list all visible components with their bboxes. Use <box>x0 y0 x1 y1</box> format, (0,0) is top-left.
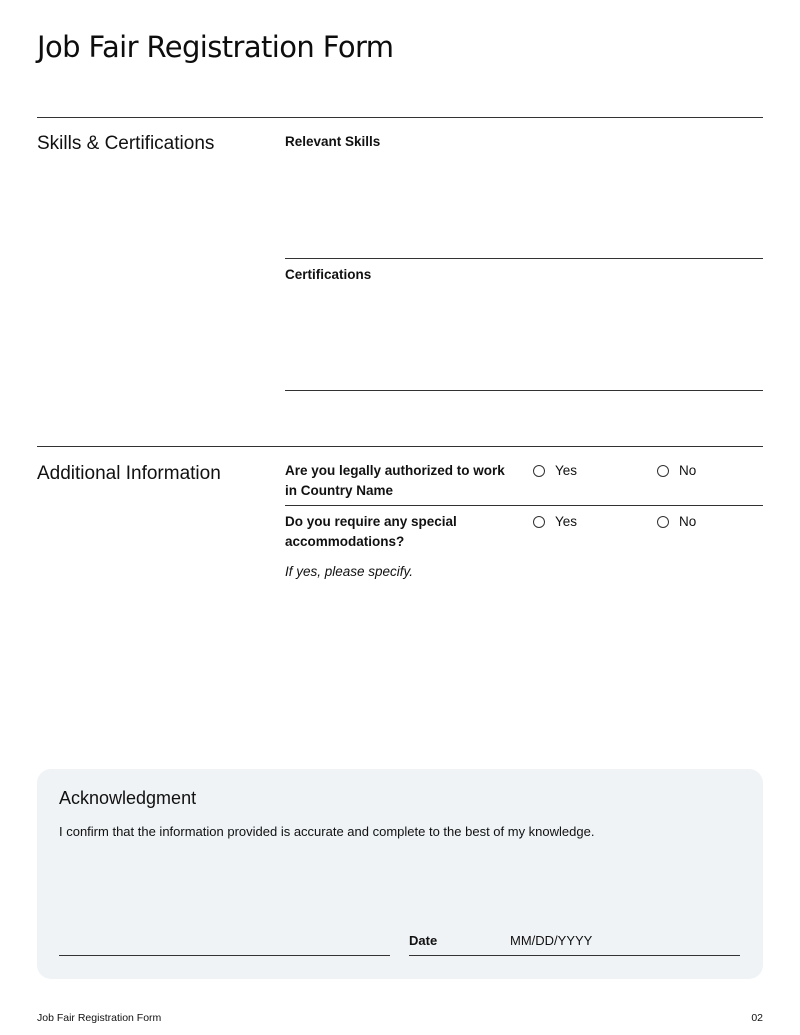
radio-label: No <box>679 463 697 478</box>
question-accommodations <box>285 512 515 552</box>
radio-circle-icon <box>657 516 669 528</box>
section-divider-middle <box>37 446 763 447</box>
page-number: 02 <box>751 1012 763 1024</box>
relevant-skills-underline <box>285 258 763 259</box>
accommodations-no-radio[interactable] <box>657 514 696 529</box>
page-title: Job Fair Registration Form <box>37 30 394 64</box>
section-title-additional: Additional Information <box>37 463 221 484</box>
certifications-field[interactable] <box>285 287 763 390</box>
question-accommodations-line2: accommodations? <box>285 534 405 549</box>
date-field[interactable]: MM/DD/YYYY <box>510 933 593 948</box>
accommodations-yes-radio[interactable] <box>533 514 577 529</box>
question-work-authorization <box>285 461 515 501</box>
section-title-skills: Skills & Certifications <box>37 133 215 154</box>
radio-circle-icon <box>533 516 545 528</box>
radio-circle-icon <box>657 465 669 477</box>
question-divider <box>285 505 763 506</box>
signature-line <box>59 955 390 956</box>
date-label: Date <box>409 933 438 948</box>
footer-title: Job Fair Registration Form <box>37 1012 162 1024</box>
signature-field[interactable] <box>59 919 390 955</box>
radio-label: Yes <box>555 514 578 529</box>
acknowledgment-title: Acknowledgment <box>59 788 197 808</box>
question-accommodations-line1: Do you require any special <box>285 514 457 529</box>
acknowledgment-text: I confirm that the information provided is accurate and complete to the best of my knowledge. <box>59 824 595 839</box>
date-line <box>409 955 740 956</box>
work-authorization-no-radio[interactable] <box>657 463 696 478</box>
certifications-label: Certifications <box>285 267 372 282</box>
acknowledgment-box <box>37 769 763 979</box>
relevant-skills-field[interactable] <box>285 154 763 257</box>
radio-circle-icon <box>533 465 545 477</box>
relevant-skills-label: Relevant Skills <box>285 134 381 149</box>
specify-field[interactable] <box>285 586 763 736</box>
specify-note: If yes, please specify. <box>285 564 414 579</box>
certifications-underline <box>285 390 763 391</box>
section-divider-top <box>37 117 763 118</box>
work-authorization-yes-radio[interactable] <box>533 463 577 478</box>
question-work-authorization-line2: in Country Name <box>285 483 394 498</box>
radio-label: No <box>679 514 697 529</box>
radio-label: Yes <box>555 463 578 478</box>
question-work-authorization-line1: Are you legally authorized to work <box>285 463 505 478</box>
